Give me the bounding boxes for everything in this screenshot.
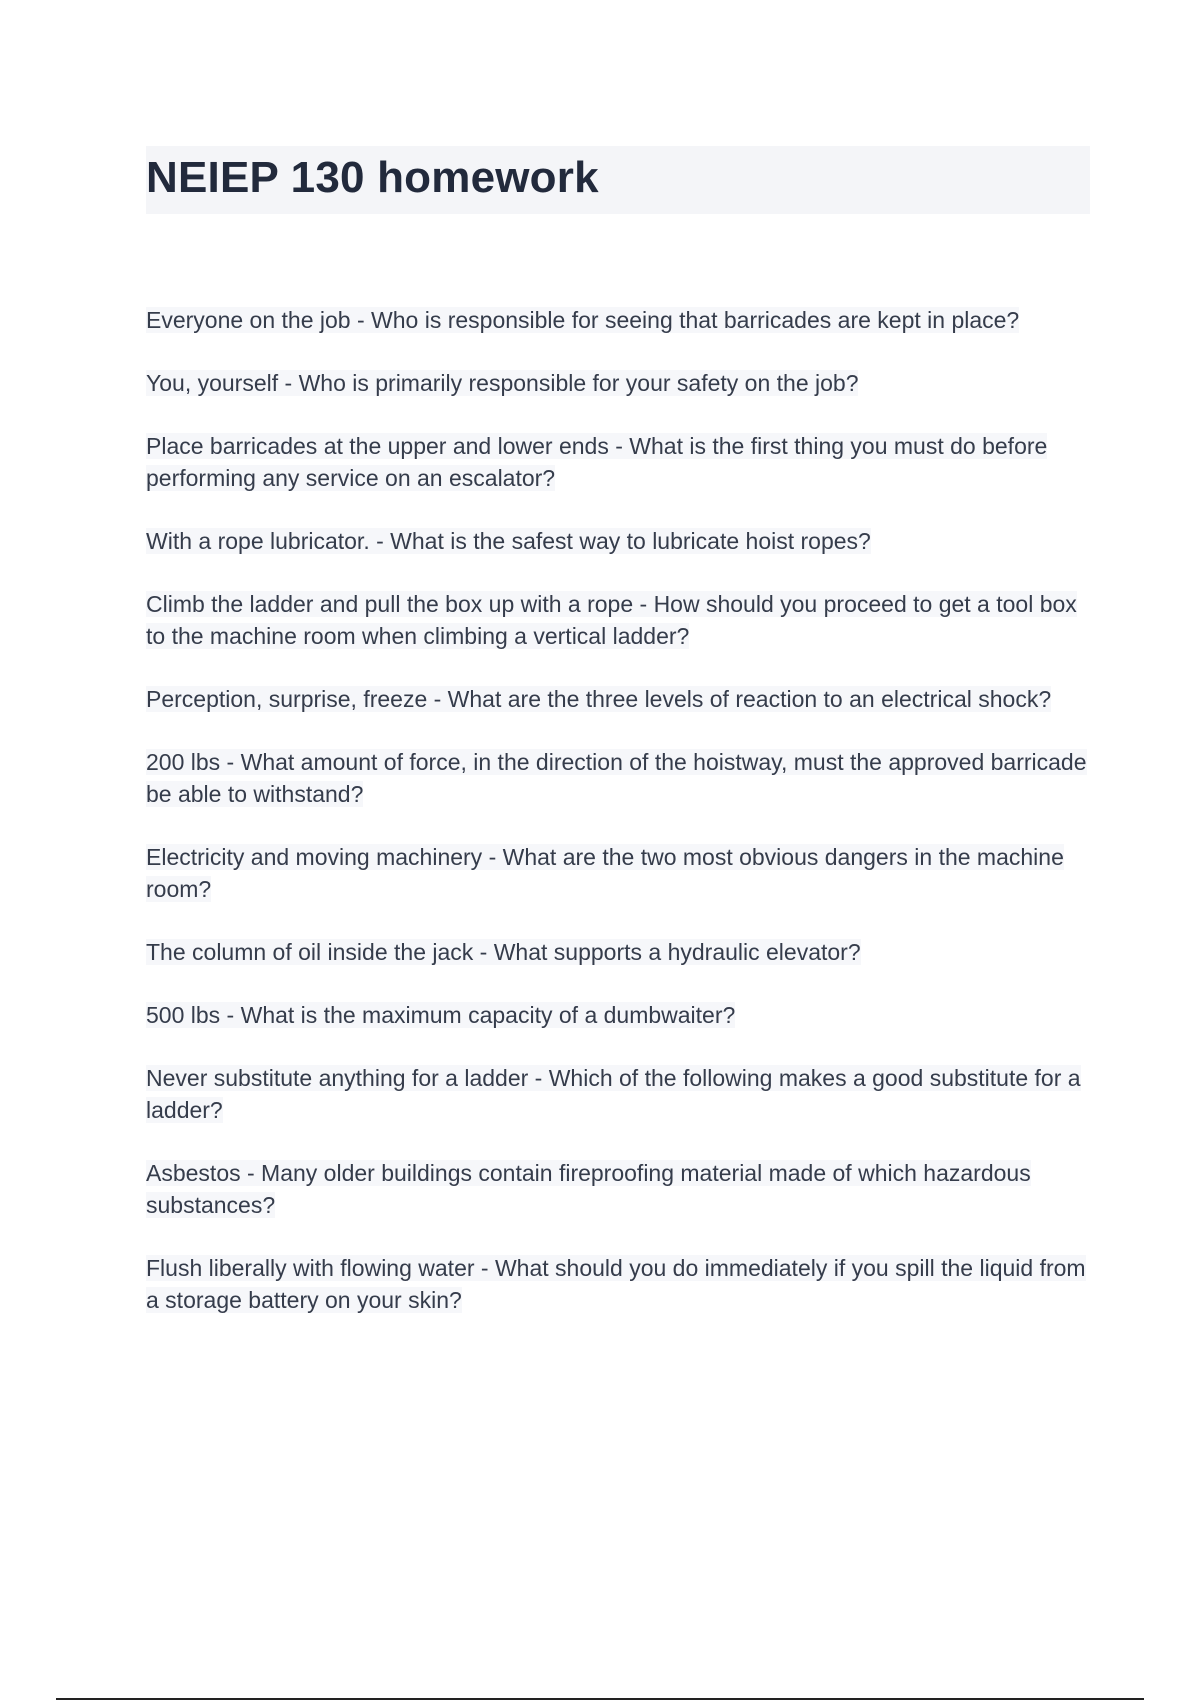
qa-item [146,525,1090,557]
qa-text: Perception, surprise, freeze - What are the three levels of reaction to an electrical shock? [146,686,1052,712]
qa-item [146,588,1090,652]
qa-text: Flush liberally with flowing water - What should you do immediately if you spill the liquid from a storage battery on your skin? [146,1255,1086,1313]
qa-text: The column of oil inside the jack - What supports a hydraulic elevator? [146,939,861,965]
title-band [146,146,1090,214]
qa-item [146,936,1090,968]
qa-text: Everyone on the job - Who is responsible for seeing that barricades are kept in place? [146,307,1020,333]
qa-item [146,746,1090,810]
qa-text: Never substitute anything for a ladder - Which of the following makes a good substitute for a ladder? [146,1065,1081,1123]
qa-text: Place barricades at the upper and lower ends - What is the first thing you must do before performing any service on an escalator? [146,433,1048,491]
qa-item [146,367,1090,399]
qa-text: 500 lbs - What is the maximum capacity of a dumbwaiter? [146,1002,736,1028]
qa-list [146,304,1090,1347]
qa-text: You, yourself - Who is primarily responsible for your safety on the job? [146,370,859,396]
qa-text: With a rope lubricator. - What is the safest way to lubricate hoist ropes? [146,528,871,554]
document-title: NEIEP 130 homework [146,153,599,202]
qa-text: Climb the ladder and pull the box up with a rope - How should you proceed to get a tool box to the machine room when climbing a vertical ladder? [146,591,1077,649]
qa-item [146,841,1090,905]
qa-text: 200 lbs - What amount of force, in the direction of the hoistway, must the approved barricade be able to withstand? [146,749,1087,807]
qa-item [146,999,1090,1031]
qa-item [146,1062,1090,1126]
qa-item [146,1157,1090,1221]
qa-item [146,430,1090,494]
qa-item [146,683,1090,715]
qa-text: Asbestos - Many older buildings contain fireproofing material made of which hazardous substances? [146,1160,1031,1218]
qa-item [146,1252,1090,1316]
qa-text: Electricity and moving machinery - What are the two most obvious dangers in the machine room? [146,844,1064,902]
qa-item [146,304,1090,336]
